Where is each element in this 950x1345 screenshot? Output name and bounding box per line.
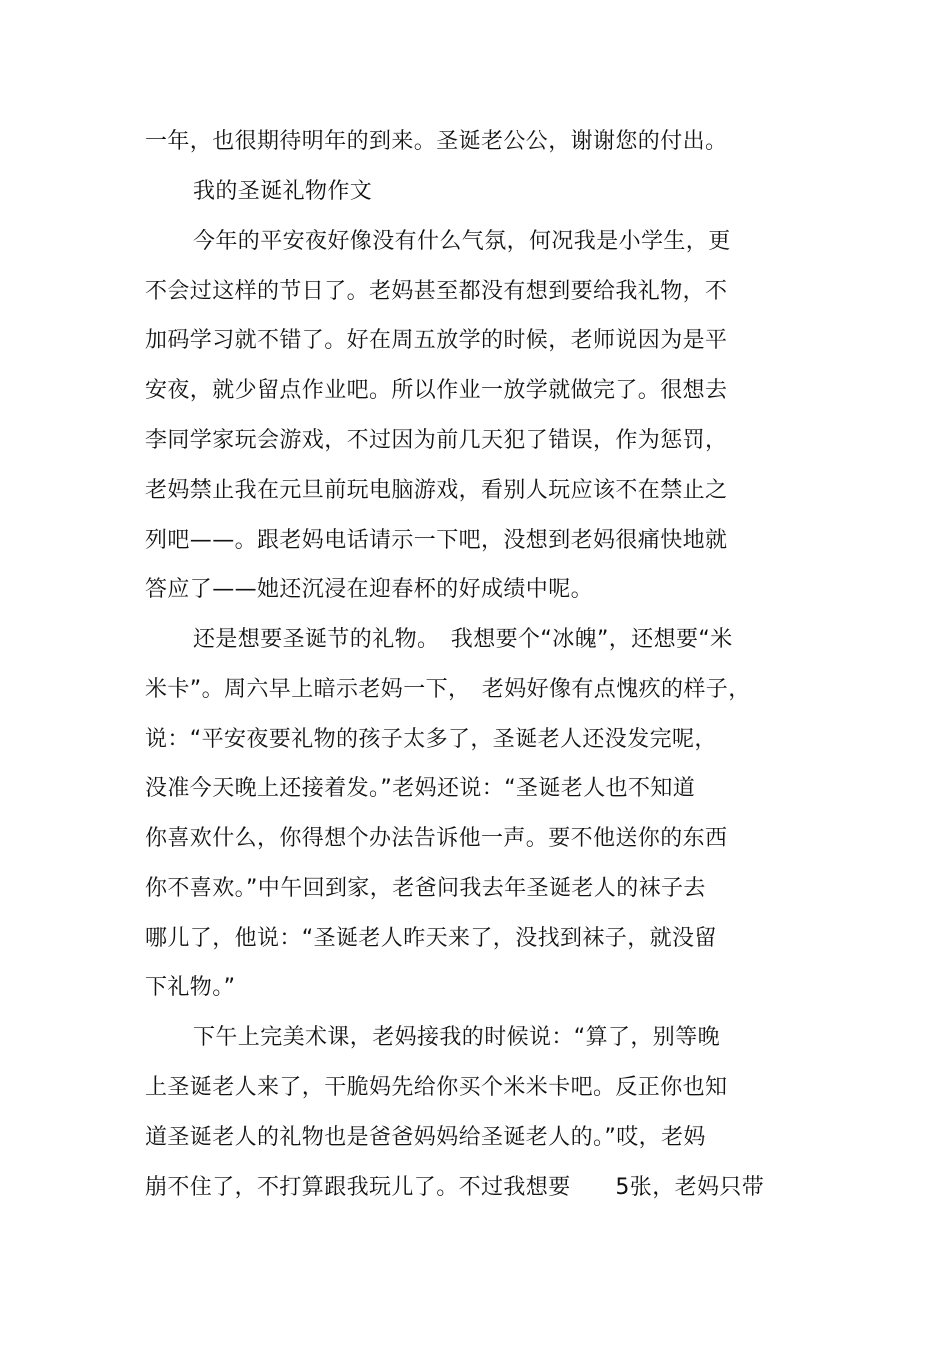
- text-line: 没准今天晚上还接着发。”老妈还说：“圣诞老人也不知道: [145, 776, 696, 801]
- text-line: 下礼物。”: [145, 975, 236, 1000]
- text-line: 不会过这样的节日了。老妈甚至都没有想到要给我礼物，不: [145, 279, 728, 304]
- text-line: 今年的平安夜好像没有什么气氛，何况我是小学生，更: [193, 229, 731, 254]
- text-line: 老妈禁止我在元旦前玩电脑游戏，看别人玩应该不在禁止之: [145, 478, 728, 503]
- text-line: 安夜，就少留点作业吧。所以作业一放学就做完了。很想去: [145, 378, 728, 403]
- text-line: 你不喜欢。”中午回到家，老爸问我去年圣诞老人的袜子去: [145, 876, 706, 901]
- text-line: 列吧——。跟老妈电话请示一下吧，没想到老妈很痛快地就: [145, 528, 728, 553]
- text-line: 答应了——她还沉浸在迎春杯的好成绩中呢。: [145, 577, 594, 602]
- text-line: 一年，也很期待明年的到来。圣诞老公公，谢谢您的付出。: [145, 129, 728, 154]
- text-line: 加码学习就不错了。好在周五放学的时候，老师说因为是平: [145, 328, 728, 353]
- text-line: 下午上完美术课，老妈接我的时候说：“算了，别等晚: [193, 1025, 720, 1050]
- text-line: 还是想要圣诞节的礼物。 我想要个“冰魄”，还想要“米: [193, 627, 733, 652]
- text-line: 崩不住了，不打算跟我玩儿了。不过我想要 5张，老妈只带: [145, 1175, 765, 1200]
- text-line: 上圣诞老人来了，干脆妈先给你买个米米卡吧。反正你也知: [145, 1075, 728, 1100]
- text-line: 道圣诞老人的礼物也是爸爸妈妈给圣诞老人的。”哎，老妈: [145, 1125, 706, 1150]
- text-line: 说：“平安夜要礼物的孩子太多了，圣诞老人还没发完呢，: [145, 727, 717, 752]
- text-line: 李同学家玩会游戏，不过因为前几天犯了错误，作为惩罚，: [145, 428, 728, 453]
- essay-title: 我的圣诞礼物作文: [193, 179, 373, 204]
- text-line: 哪儿了，他说：“圣诞老人昨天来了，没找到袜子，就没留: [145, 926, 717, 951]
- text-line: 你喜欢什么，你得想个办法告诉他一声。要不他送你的东西: [145, 826, 728, 851]
- text-line: 米卡”。周六早上暗示老妈一下， 老妈好像有点愧疚的样子，: [145, 677, 751, 702]
